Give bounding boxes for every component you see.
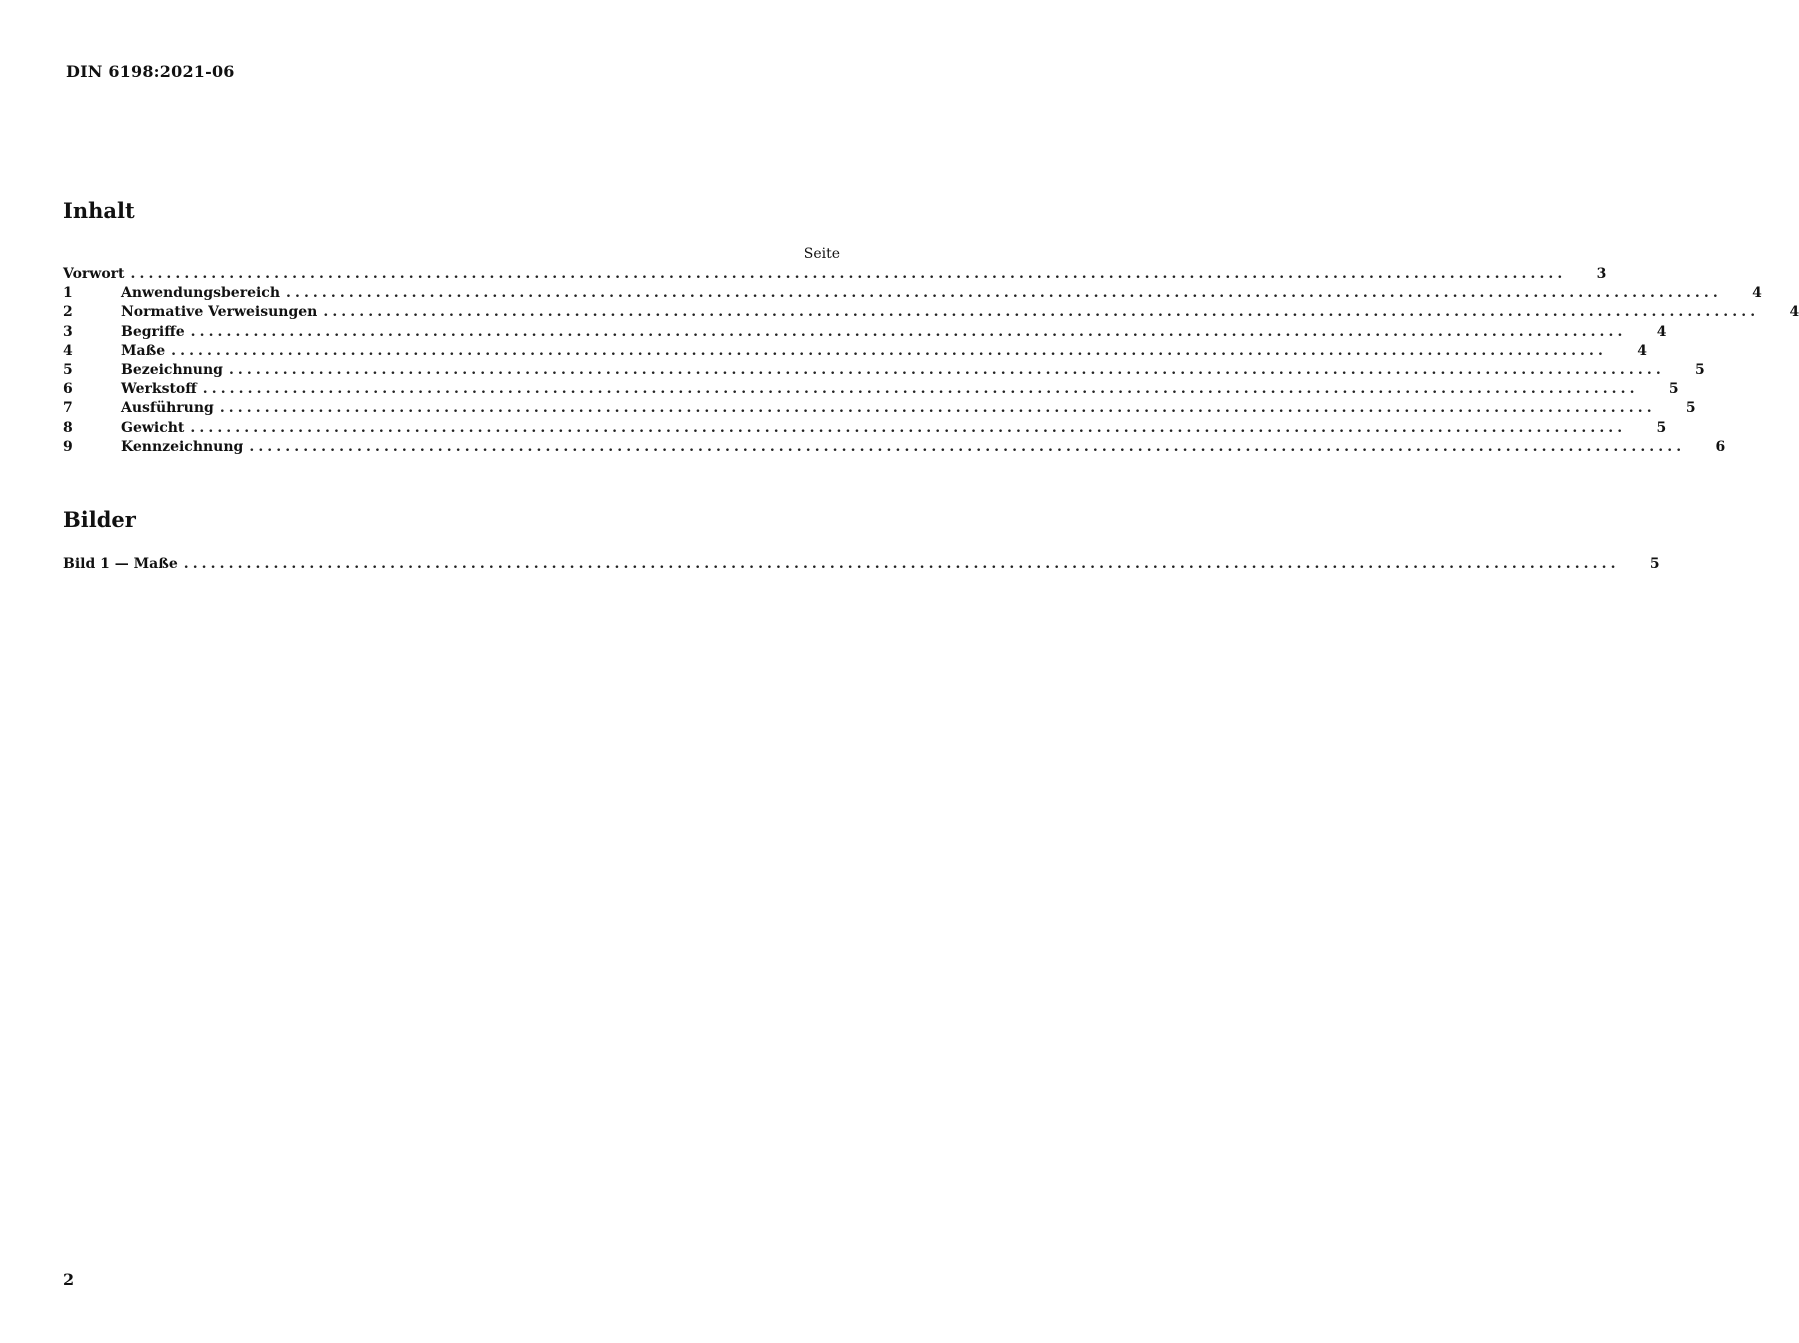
toc-entry-label: Normative Verweisungen — [121, 304, 318, 321]
toc-entry-number: 7 — [63, 400, 73, 417]
toc-entry-page: 5 — [1685, 400, 1696, 417]
toc-entry-label: Bezeichnung — [121, 361, 223, 378]
list-of-figures — [63, 555, 1660, 574]
toc-entry-4[interactable] — [63, 342, 1647, 361]
toc-entry-page: 5 — [1695, 361, 1705, 378]
toc-dot-leader: ................................................................................................................................................................ — [286, 285, 1722, 302]
toc-dot-leader: ................................................................................................................................................................ — [190, 323, 1627, 340]
toc-entry-page: 4 — [1656, 323, 1667, 340]
toc-entry-page: 5 — [1656, 419, 1667, 436]
toc-entry-1[interactable] — [63, 284, 1762, 303]
toc-entry-8[interactable] — [63, 419, 1667, 438]
toc-entry-number: 5 — [63, 361, 73, 378]
toc-entry-3[interactable] — [63, 323, 1667, 342]
toc-dot-leader: ................................................................................................................................................................ — [130, 266, 1567, 282]
table-of-contents — [63, 265, 1799, 457]
toc-entry-page: 4 — [1637, 342, 1647, 359]
toc-dot-leader: ................................................................................................................................................................ — [171, 342, 1607, 359]
toc-entry-label: Kennzeichnung — [121, 438, 244, 455]
toc-entry-number: 8 — [63, 419, 73, 436]
toc-dot-leader: ................................................................................................................................................................ — [323, 304, 1760, 321]
toc-entry-vorwort[interactable] — [63, 265, 1607, 284]
toc-entry-number: 6 — [63, 381, 73, 398]
toc-entry-page: 6 — [1715, 438, 1726, 455]
toc-entry-label: Maße — [121, 342, 166, 359]
toc-dot-leader: ................................................................................................................................................................ — [228, 361, 1665, 378]
figure-entry-page: 5 — [1649, 556, 1660, 572]
toc-dot-leader: ................................................................................................................................................................ — [219, 400, 1656, 417]
toc-entry-5[interactable] — [63, 361, 1705, 380]
toc-entry-number: 9 — [63, 438, 73, 455]
toc-dot-leader: ................................................................................................................................................................ — [183, 556, 1620, 572]
toc-entry-9[interactable] — [63, 438, 1726, 457]
toc-entry-label: Werkstoff — [121, 381, 197, 398]
figure-entry-label: Bild 1 — Maße — [63, 556, 178, 572]
toc-entry-number: 2 — [63, 304, 73, 321]
toc-entry-page: 4 — [1752, 285, 1762, 302]
toc-entry-page: 5 — [1668, 381, 1679, 398]
page-number: 2 — [63, 1270, 75, 1289]
toc-entry-label: Ausführung — [121, 400, 214, 417]
toc-entry-label: Anwendungsbereich — [121, 285, 280, 302]
toc-entry-2[interactable] — [63, 303, 1799, 322]
contents-title: Inhalt — [63, 198, 135, 223]
toc-dot-leader: ................................................................................................................................................................ — [249, 438, 1686, 455]
toc-entry-page: 3 — [1596, 266, 1607, 282]
toc-dot-leader: ................................................................................................................................................................ — [202, 381, 1639, 398]
figures-title: Bilder — [63, 507, 136, 532]
figure-entry-1[interactable] — [63, 555, 1660, 574]
toc-entry-6[interactable] — [63, 380, 1679, 399]
toc-dot-leader: ................................................................................................................................................................ — [190, 419, 1627, 436]
document-id: DIN 6198:2021-06 — [66, 62, 235, 81]
toc-entry-number: 4 — [63, 342, 73, 359]
toc-entry-page: 4 — [1789, 304, 1799, 321]
toc-entry-7[interactable] — [63, 399, 1696, 418]
toc-entry-number: 1 — [63, 285, 73, 302]
toc-entry-number: 3 — [63, 323, 73, 340]
page-column-label: Seite — [803, 246, 840, 262]
toc-entry-label: Gewicht — [121, 419, 185, 436]
toc-entry-label: Begriffe — [121, 323, 185, 340]
toc-entry-label: Vorwort — [63, 266, 125, 282]
